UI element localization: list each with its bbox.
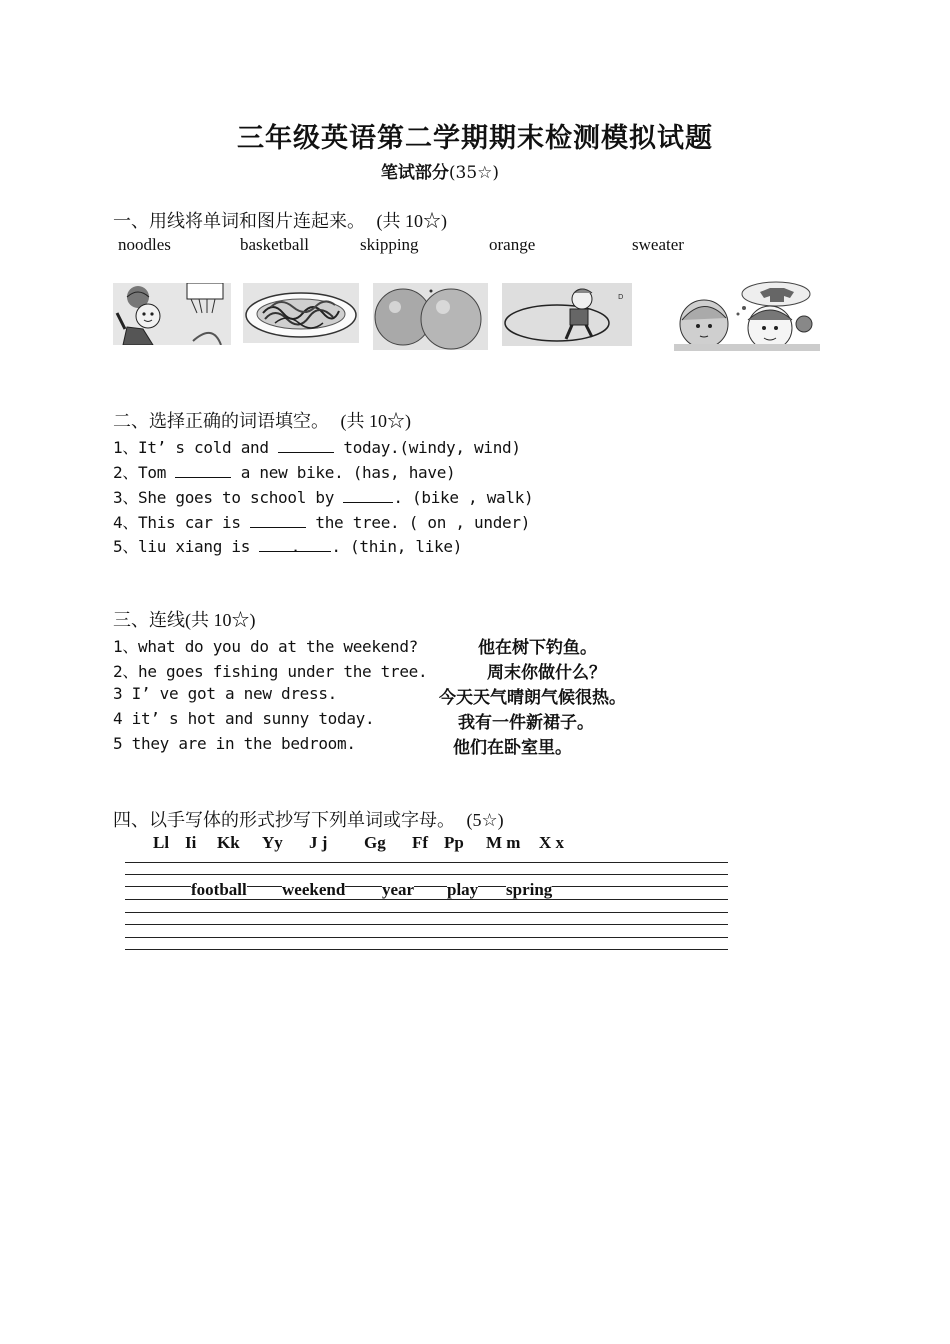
word-noodles: noodles — [118, 235, 171, 254]
writing-line — [125, 899, 728, 900]
noodles-plate-icon — [243, 283, 359, 343]
letter-pair: Gg — [364, 833, 386, 852]
section1-points: (共 10☆) — [376, 211, 447, 231]
word-orange: orange — [489, 235, 536, 254]
letter-pair: Pp — [444, 833, 464, 852]
writing-line — [125, 949, 728, 950]
skipping-rope-icon — [502, 283, 632, 346]
letter-pair: Ff — [412, 833, 429, 852]
fill-question-1: 1、It’ s cold and today.(windy, wind) — [113, 438, 521, 457]
answer-blank-2[interactable] — [175, 463, 231, 478]
section3-heading: 三、连线(共 10☆) — [113, 610, 256, 631]
match-chinese-3[interactable]: 今天天气晴朗气候很热。 — [439, 688, 626, 708]
word-skipping: skipping — [360, 235, 419, 254]
letter-pair: Kk — [217, 833, 240, 852]
letter-pair: Ll — [153, 833, 170, 852]
match-english-4[interactable]: 4 it’ s hot and sunny today. — [113, 709, 375, 728]
oranges-icon — [373, 283, 488, 350]
writing-line — [125, 937, 728, 938]
word-basketball: basketball — [240, 235, 309, 254]
fill-question-3: 3、She goes to school by . (bike , walk) — [113, 488, 534, 507]
copy-word: year — [382, 880, 415, 899]
writing-line — [125, 874, 728, 875]
writing-line — [125, 862, 728, 863]
section2-heading: 二、选择正确的词语填空。 (共 10☆) — [113, 411, 411, 432]
subtitle-label: 笔试部分 — [380, 163, 449, 183]
fill-question-2: 2、Tom a new bike. (has, have) — [113, 463, 456, 482]
letter-pair: X x — [539, 833, 565, 852]
match-english-3[interactable]: 3 I’ ve got a new dress. — [113, 684, 337, 703]
section3-points: (共 10☆) — [185, 610, 256, 630]
match-english-5[interactable]: 5 they are in the bedroom. — [113, 734, 356, 753]
fill-question-4: 4、This car is the tree. ( on , under) — [113, 513, 531, 532]
section1-heading: 一、用线将单词和图片连起来。 (共 10☆) — [113, 211, 447, 232]
copy-word: spring — [506, 880, 553, 899]
answer-blank-4[interactable] — [250, 513, 306, 528]
answer-blank-1[interactable] — [278, 438, 334, 453]
match-english-2[interactable]: 2、he goes fishing under the tree. — [113, 662, 428, 681]
writing-line — [125, 924, 728, 925]
letter-pair: M m — [486, 833, 521, 852]
match-english-1[interactable]: 1、what do you do at the weekend? — [113, 637, 419, 656]
copy-word: weekend — [282, 880, 346, 899]
children-thinking-sweater-icon — [674, 280, 820, 351]
letter-pair: Yy — [262, 833, 283, 852]
copy-word: football — [191, 880, 247, 899]
match-chinese-4[interactable]: 我有一件新裙子。 — [458, 713, 594, 733]
match-chinese-2[interactable]: 周末你做什么？ — [487, 663, 606, 683]
section4-points: (5☆) — [466, 810, 504, 830]
section2-points: (共 10☆) — [340, 411, 411, 431]
fill-question-5: 5、liu xiang is . . (thin, like) — [113, 537, 463, 556]
page-title: 三年级英语第二学期期末检测模拟试题 — [237, 123, 713, 154]
basketball-player-icon — [113, 283, 231, 345]
section4-heading: 四、以手写体的形式抄写下列单词或字母。 (5☆) — [113, 810, 504, 831]
word-sweater: sweater — [632, 235, 684, 254]
match-chinese-5[interactable]: 他们在卧室里。 — [453, 738, 572, 758]
answer-blank-5[interactable]: . — [259, 537, 331, 552]
letter-pair: Ii — [185, 833, 197, 852]
answer-blank-3[interactable] — [343, 488, 393, 503]
subtitle-points: (35☆) — [448, 163, 500, 183]
copy-word: play — [447, 880, 479, 899]
writing-line — [125, 912, 728, 913]
page-subtitle — [0, 158, 880, 183]
svg-text:D: D — [618, 293, 624, 301]
letter-pair: J j — [309, 833, 328, 852]
match-chinese-1[interactable]: 他在树下钓鱼。 — [478, 638, 597, 658]
